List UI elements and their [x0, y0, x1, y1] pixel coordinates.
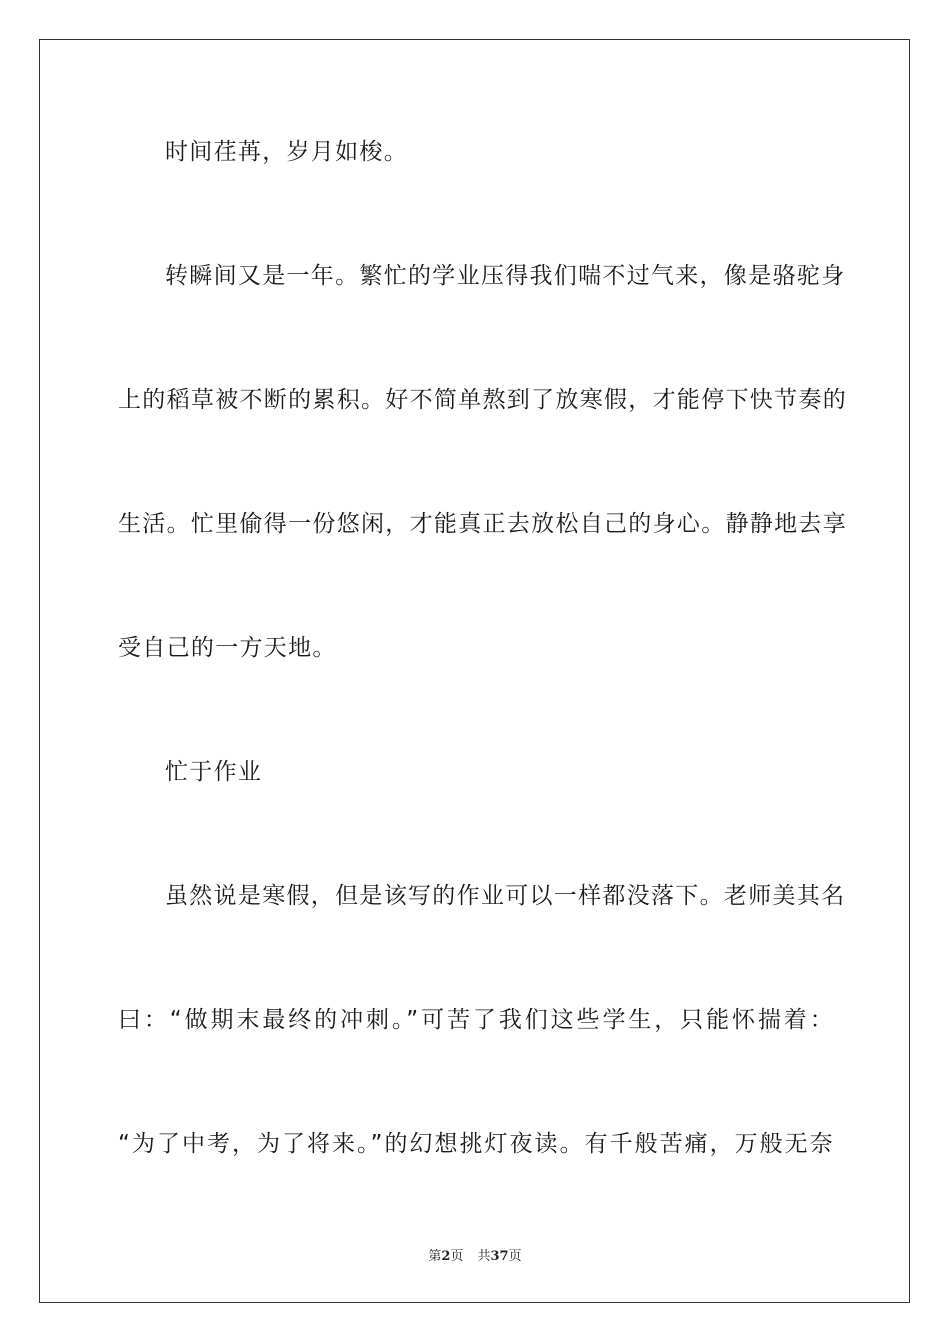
current-page-number: 2: [441, 1249, 451, 1264]
page-footer: [0, 1248, 950, 1266]
paragraph-line-7: 虽然说是寒假，但是该写的作业可以一样都没落下。老师美其名: [165, 883, 846, 909]
paragraph-line-2: 转瞬间又是一年。繁忙的学业压得我们喘不过气来，像是骆驼身: [165, 263, 846, 289]
paragraph-line-5: 受自己的一方天地。: [118, 635, 337, 661]
paragraph-line-8: 曰：“做期末最终的冲刺。”可苦了我们这些学生，只能怀揣着：: [118, 1007, 834, 1033]
paragraph-line-4: 生活。忙里偷得一份悠闲，才能真正去放松自己的身心。静静地去享: [118, 511, 847, 537]
section-heading: 忙于作业: [165, 759, 263, 785]
total-suffix: 页: [508, 1249, 522, 1264]
page-suffix: 页: [450, 1249, 464, 1264]
paragraph-line-9: “为了中考，为了将来。”的幻想挑灯夜读。有千般苦痛，万般无奈: [118, 1131, 834, 1157]
paragraph-line-3: 上的稻草被不断的累积。好不简单熬到了放寒假，才能停下快节奏的: [118, 387, 847, 413]
page-prefix: 第: [428, 1249, 442, 1264]
page-border: [39, 39, 910, 1303]
paragraph-line-1: 时间荏苒，岁月如梭。: [165, 139, 408, 165]
total-page-number: 37: [490, 1249, 509, 1264]
total-prefix: 共: [477, 1249, 491, 1264]
